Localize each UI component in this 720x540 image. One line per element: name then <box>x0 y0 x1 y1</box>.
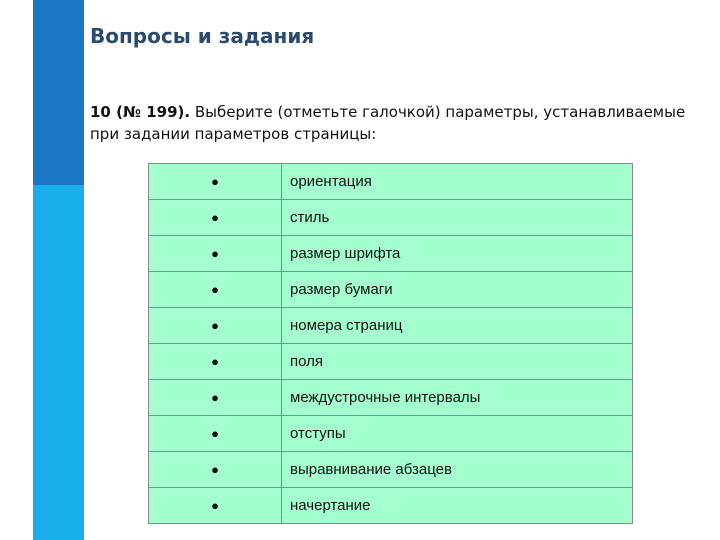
option-label: номера страниц <box>282 308 633 344</box>
sidebar-light-block <box>33 185 84 540</box>
option-label: выравнивание абзацев <box>282 452 633 488</box>
bullet-icon[interactable]: ● <box>149 344 282 380</box>
option-label: стиль <box>282 200 633 236</box>
option-label: междустрочные интервалы <box>282 380 633 416</box>
option-row[interactable] <box>149 272 633 308</box>
page-title: Вопросы и задания <box>90 24 315 48</box>
option-row[interactable] <box>149 200 633 236</box>
option-row[interactable] <box>149 488 633 524</box>
option-label: ориентация <box>282 164 633 200</box>
task-text <box>90 101 700 145</box>
option-row[interactable] <box>149 380 633 416</box>
task-question: Выберите (отметьте галочкой) параметры, устанавливаемые при задании параметров страницы: <box>90 103 686 143</box>
option-label: размер шрифта <box>282 236 633 272</box>
option-row[interactable] <box>149 236 633 272</box>
bullet-icon[interactable]: ● <box>149 164 282 200</box>
options-table <box>148 163 633 524</box>
bullet-icon[interactable]: ● <box>149 200 282 236</box>
bullet-icon[interactable]: ● <box>149 272 282 308</box>
bullet-icon[interactable]: ● <box>149 236 282 272</box>
option-row[interactable] <box>149 452 633 488</box>
option-label: поля <box>282 344 633 380</box>
option-label: размер бумаги <box>282 272 633 308</box>
task-number: 10 (№ 199). <box>90 103 191 121</box>
bullet-icon[interactable]: ● <box>149 488 282 524</box>
option-row[interactable] <box>149 308 633 344</box>
bullet-icon[interactable]: ● <box>149 308 282 344</box>
option-label: отступы <box>282 416 633 452</box>
option-row[interactable] <box>149 416 633 452</box>
bullet-icon[interactable]: ● <box>149 452 282 488</box>
bullet-icon[interactable]: ● <box>149 380 282 416</box>
bullet-icon[interactable]: ● <box>149 416 282 452</box>
option-label: начертание <box>282 488 633 524</box>
option-row[interactable] <box>149 344 633 380</box>
sidebar-dark-block <box>33 0 84 185</box>
option-row[interactable] <box>149 164 633 200</box>
